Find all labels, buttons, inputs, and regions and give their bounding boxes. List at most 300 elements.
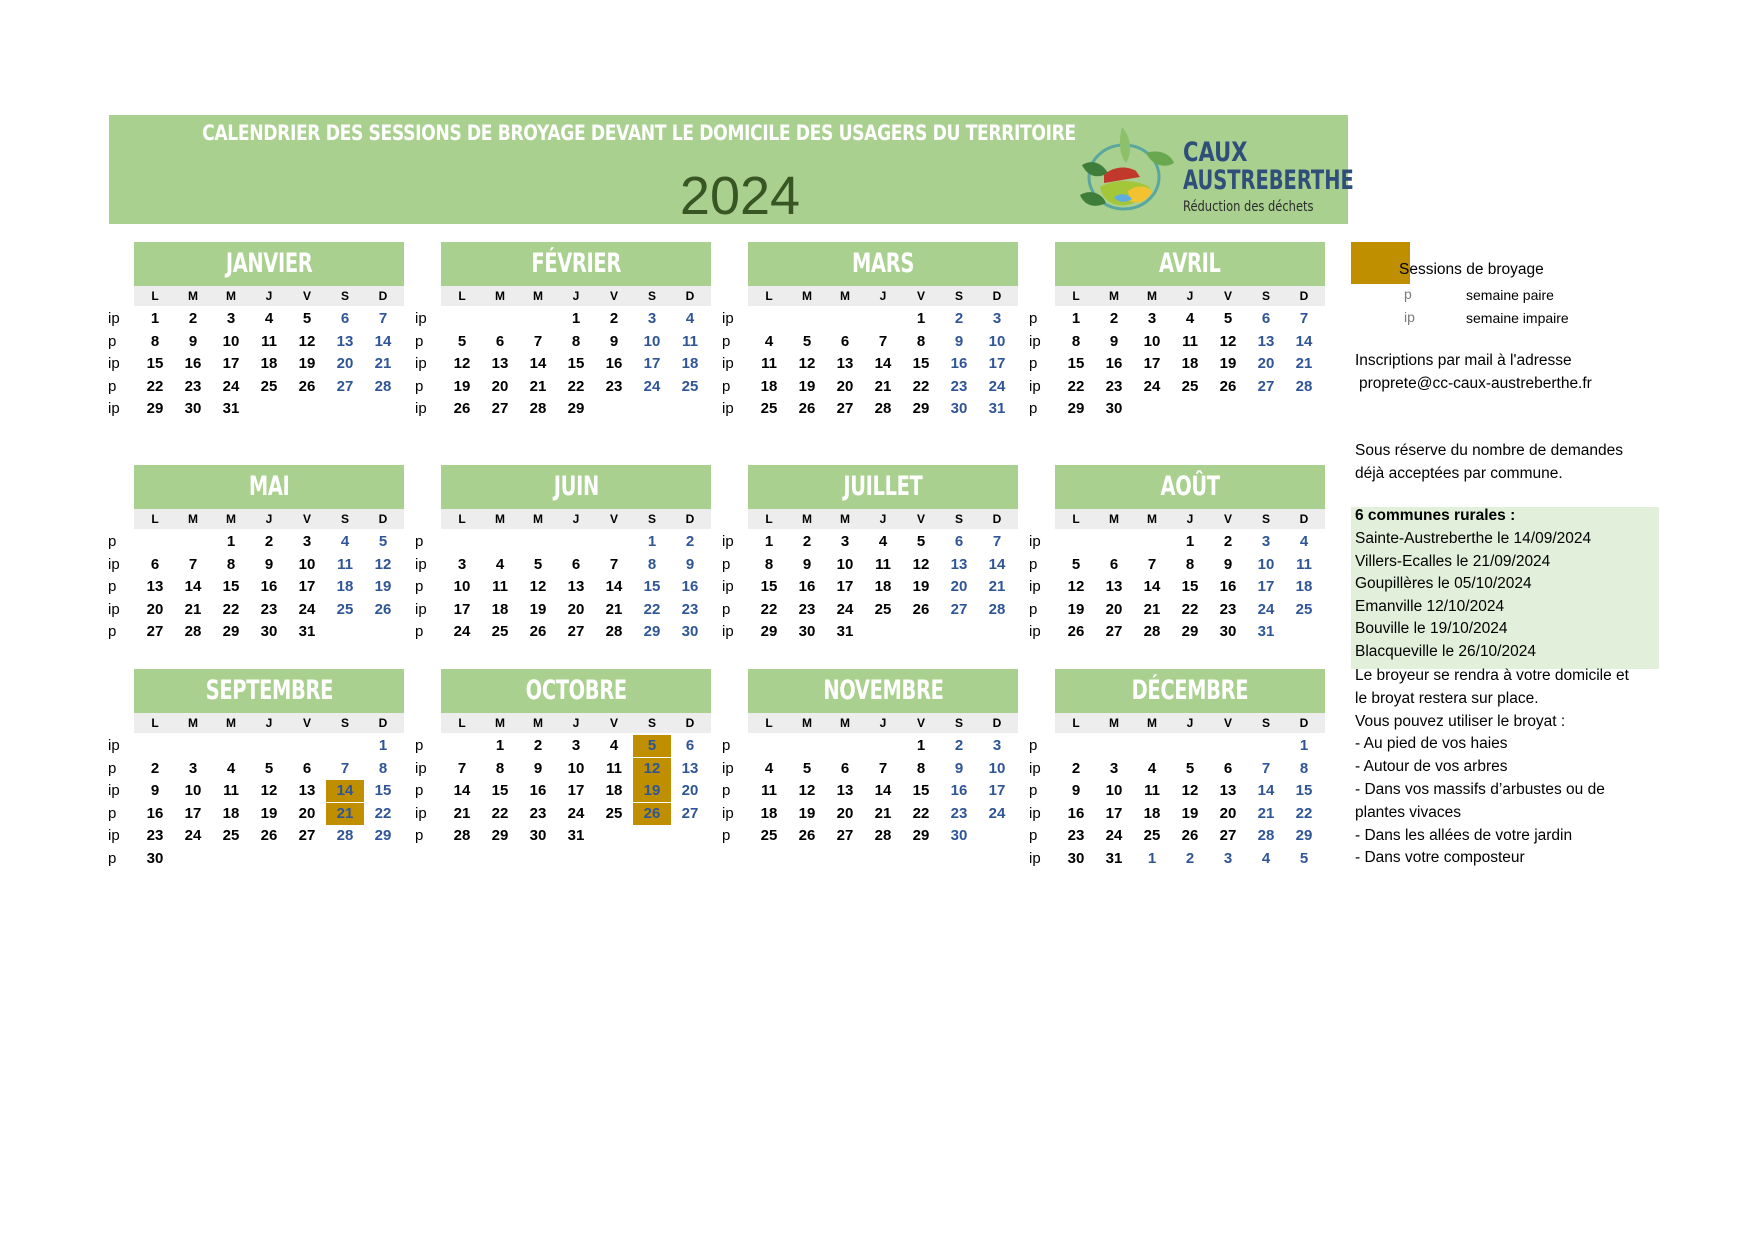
day-cell: 22 bbox=[760, 600, 778, 618]
day-cell bbox=[174, 531, 212, 553]
day-cell: 15 bbox=[912, 782, 930, 800]
day-cell bbox=[633, 398, 671, 420]
week-parity-label: ip bbox=[415, 400, 427, 418]
day-cell: 1 bbox=[150, 310, 160, 327]
day-cell: 25 bbox=[222, 827, 240, 845]
day-cell bbox=[481, 531, 519, 553]
day-cell: 11 bbox=[337, 555, 353, 573]
day-cell bbox=[595, 531, 633, 553]
day-cell: 22 bbox=[643, 600, 661, 618]
day-cell: 13 bbox=[567, 578, 585, 596]
day-cell: 6 bbox=[340, 310, 350, 327]
day-cell: 19 bbox=[798, 804, 816, 822]
day-cell: 30 bbox=[146, 850, 164, 867]
day-cell: 9 bbox=[609, 332, 619, 350]
day-cell: 27 bbox=[491, 400, 509, 418]
week-parity-label: p bbox=[722, 555, 731, 573]
day-cell: 26 bbox=[529, 623, 547, 641]
day-cell: 18 bbox=[1143, 804, 1161, 822]
reserve-line-2: déjà acceptées par commune. bbox=[1355, 465, 1563, 482]
day-cell: 18 bbox=[260, 355, 278, 373]
day-cell: 12 bbox=[298, 332, 316, 350]
day-cell: 9 bbox=[150, 782, 160, 800]
day-cell: 12 bbox=[798, 782, 816, 800]
day-cell bbox=[1095, 531, 1133, 553]
note-line: - Dans les allées de votre jardin bbox=[1355, 826, 1573, 844]
day-cell: 11 bbox=[1182, 332, 1198, 350]
day-cell: 15 bbox=[760, 578, 778, 596]
day-cell: 21 bbox=[184, 600, 202, 618]
day-cell: 18 bbox=[760, 377, 778, 395]
day-cell bbox=[557, 531, 595, 553]
reserve-line-1: Sous réserve du nombre de demandes bbox=[1355, 442, 1623, 459]
month-name-text: JUIN bbox=[553, 471, 599, 502]
month-name bbox=[1055, 669, 1325, 713]
day-cell: 13 bbox=[146, 578, 164, 596]
day-cell bbox=[326, 398, 364, 420]
day-cell: 7 bbox=[1299, 310, 1309, 327]
day-cell: 19 bbox=[453, 377, 471, 395]
day-cell: 5 bbox=[1185, 759, 1195, 777]
week-parity-label: ip bbox=[415, 804, 427, 822]
day-cell: 13 bbox=[836, 355, 854, 373]
weekday-header: J bbox=[572, 716, 580, 730]
day-cell: 7 bbox=[1261, 759, 1271, 777]
day-cell bbox=[326, 735, 364, 757]
day-cell: 9 bbox=[1071, 782, 1081, 800]
day-cell: 8 bbox=[1185, 555, 1195, 573]
weekday-header: V bbox=[609, 716, 618, 730]
day-cell: 28 bbox=[874, 827, 892, 845]
week-row bbox=[1029, 621, 1329, 643]
weekday-header: L bbox=[458, 512, 466, 526]
day-cell: 7 bbox=[609, 555, 619, 573]
month-name-text: JANVIER bbox=[225, 248, 313, 279]
week-row bbox=[415, 780, 715, 802]
weekday-header: J bbox=[1186, 289, 1194, 303]
weekday-header: D bbox=[1299, 289, 1309, 303]
day-cell: 13 bbox=[950, 555, 968, 573]
day-cell: 18 bbox=[681, 355, 699, 373]
weekday-header: M bbox=[1109, 716, 1119, 730]
day-cell: 3 bbox=[1147, 310, 1157, 327]
day-cell: 8 bbox=[647, 555, 657, 573]
week-parity-label: p bbox=[1029, 782, 1038, 800]
day-cell: 24 bbox=[222, 377, 240, 395]
day-cell: 16 bbox=[950, 355, 968, 373]
day-cell bbox=[978, 621, 1016, 643]
week-parity-label: p bbox=[108, 332, 117, 350]
weekday-header: V bbox=[1223, 289, 1232, 303]
day-cell: 5 bbox=[916, 533, 926, 550]
day-cell: 11 bbox=[682, 332, 698, 350]
day-cell: 8 bbox=[495, 759, 505, 777]
weekday-header: L bbox=[458, 716, 466, 730]
day-cell: 20 bbox=[681, 782, 699, 800]
note-line: - Dans vos massifs d’arbustes ou de bbox=[1355, 781, 1605, 798]
day-cell: 24 bbox=[643, 377, 661, 395]
month-name-text: AOÛT bbox=[1160, 471, 1220, 502]
weekday-header: M bbox=[495, 716, 505, 730]
day-cell: 10 bbox=[184, 782, 202, 800]
day-cell: 2 bbox=[954, 310, 964, 327]
day-cell: 2 bbox=[264, 533, 274, 550]
week-row bbox=[1029, 398, 1329, 420]
weekday-header-row bbox=[134, 713, 404, 733]
day-cell: 11 bbox=[261, 332, 277, 350]
day-cell: 22 bbox=[374, 804, 392, 822]
day-cell: 16 bbox=[950, 782, 968, 800]
day-cell: 29 bbox=[146, 400, 164, 418]
day-cell: 3 bbox=[226, 310, 236, 327]
day-cell: 27 bbox=[1257, 377, 1275, 395]
day-cell: 23 bbox=[260, 600, 278, 618]
month-name-text: NOVEMBRE bbox=[822, 675, 944, 706]
weekday-header: M bbox=[188, 716, 198, 730]
week-row bbox=[722, 599, 1022, 621]
day-cell: 4 bbox=[764, 759, 774, 777]
weekday-header: M bbox=[226, 289, 236, 303]
weekday-header: S bbox=[647, 716, 656, 730]
week-parity-label: ip bbox=[722, 400, 734, 418]
week-parity-label: p bbox=[1029, 827, 1038, 845]
day-cell: 27 bbox=[1105, 623, 1123, 641]
day-cell: 19 bbox=[298, 355, 316, 373]
day-cell: 11 bbox=[1296, 555, 1312, 573]
week-parity-label: p bbox=[108, 804, 117, 822]
day-cell: 12 bbox=[453, 355, 471, 373]
day-cell: 9 bbox=[954, 332, 964, 350]
day-cell bbox=[1133, 735, 1171, 757]
weekday-header: M bbox=[840, 289, 850, 303]
day-cell: 14 bbox=[453, 782, 471, 800]
day-cell: 23 bbox=[146, 827, 164, 845]
day-cell bbox=[364, 621, 402, 643]
day-cell bbox=[136, 531, 174, 553]
week-row bbox=[108, 803, 408, 825]
day-cell bbox=[364, 398, 402, 420]
weekday-header-row bbox=[134, 509, 404, 529]
week-row bbox=[415, 576, 715, 598]
day-cell: 2 bbox=[1185, 850, 1195, 867]
day-cell: 6 bbox=[954, 533, 964, 550]
day-cell: 11 bbox=[875, 555, 891, 573]
day-cell bbox=[1285, 398, 1323, 420]
day-cell: 24 bbox=[184, 827, 202, 845]
week-parity-label: ip bbox=[1029, 533, 1041, 550]
day-cell: 2 bbox=[1071, 759, 1081, 777]
day-cell: 13 bbox=[836, 782, 854, 800]
weekday-header: M bbox=[533, 716, 543, 730]
day-cell bbox=[826, 735, 864, 757]
day-cell bbox=[288, 735, 326, 757]
month-name-text: MARS bbox=[852, 248, 914, 279]
month-name bbox=[1055, 465, 1325, 509]
day-cell: 26 bbox=[298, 377, 316, 395]
day-cell: 13 bbox=[336, 332, 354, 350]
day-cell bbox=[671, 825, 709, 847]
week-row bbox=[722, 331, 1022, 353]
week-row bbox=[722, 758, 1022, 780]
weekday-header: S bbox=[647, 512, 656, 526]
week-parity-label: ip bbox=[1029, 377, 1041, 395]
day-cell: 27 bbox=[567, 623, 585, 641]
day-cell: 26 bbox=[1067, 623, 1085, 641]
day-cell: 21 bbox=[605, 600, 623, 618]
day-cell: 25 bbox=[1143, 827, 1161, 845]
day-cell: 31 bbox=[222, 400, 240, 418]
weekday-header: M bbox=[188, 289, 198, 303]
day-cell: 17 bbox=[988, 355, 1006, 373]
day-cell: 18 bbox=[760, 804, 778, 822]
weekday-header: S bbox=[1261, 512, 1270, 526]
weekday-header: S bbox=[954, 716, 963, 730]
weekday-header: L bbox=[765, 289, 773, 303]
day-cell: 14 bbox=[605, 578, 623, 596]
week-parity-label: ip bbox=[108, 600, 120, 618]
day-cell: 28 bbox=[374, 377, 392, 395]
weekday-header: D bbox=[685, 512, 695, 526]
week-parity-label: p bbox=[722, 782, 731, 800]
day-cell: 14 bbox=[874, 355, 892, 373]
week-row bbox=[415, 398, 715, 420]
weekday-header: J bbox=[879, 289, 887, 303]
day-cell: 9 bbox=[685, 555, 695, 573]
day-cell: 9 bbox=[1109, 332, 1119, 350]
weekday-header-row bbox=[1055, 509, 1325, 529]
day-cell: 28 bbox=[529, 400, 547, 418]
day-cell: 20 bbox=[1257, 355, 1275, 373]
day-cell: 4 bbox=[764, 332, 774, 350]
day-cell: 3 bbox=[992, 310, 1002, 327]
day-cell: 7 bbox=[457, 759, 467, 777]
week-row bbox=[1029, 554, 1329, 576]
week-row bbox=[722, 308, 1022, 330]
week-parity-label: p bbox=[108, 850, 117, 867]
day-cell bbox=[288, 398, 326, 420]
day-cell: 22 bbox=[567, 377, 585, 395]
day-cell: 1 bbox=[1299, 737, 1309, 754]
day-cell: 7 bbox=[378, 310, 388, 327]
day-cell: 23 bbox=[681, 600, 699, 618]
day-cell: 27 bbox=[836, 827, 854, 845]
day-cell: 10 bbox=[643, 332, 661, 350]
day-cell: 4 bbox=[878, 533, 888, 550]
day-cell bbox=[443, 531, 481, 553]
weekday-header: D bbox=[1299, 716, 1309, 730]
week-parity-label: p bbox=[108, 578, 117, 596]
day-cell bbox=[1095, 735, 1133, 757]
day-cell: 21 bbox=[453, 804, 471, 822]
week-parity-label: p bbox=[415, 623, 424, 641]
week-parity-label: ip bbox=[108, 827, 120, 845]
day-cell: 26 bbox=[798, 827, 816, 845]
day-cell: 24 bbox=[1257, 600, 1275, 618]
note-line: - Dans votre composteur bbox=[1355, 849, 1525, 867]
day-cell: 1 bbox=[764, 533, 774, 550]
day-cell: 1 bbox=[571, 310, 581, 327]
day-cell: 31 bbox=[567, 827, 585, 845]
session-day-cell: 19 bbox=[633, 780, 671, 802]
day-cell: 10 bbox=[1105, 782, 1123, 800]
day-cell: 24 bbox=[988, 804, 1006, 822]
day-cell: 30 bbox=[1067, 850, 1085, 867]
session-day-cell: 12 bbox=[633, 758, 671, 780]
legend-ip-code: ip bbox=[1404, 309, 1415, 325]
month-name-text: OCTOBRE bbox=[525, 675, 627, 706]
week-parity-label: ip bbox=[108, 782, 120, 800]
week-row bbox=[722, 531, 1022, 553]
month-name bbox=[1055, 242, 1325, 286]
day-cell: 27 bbox=[146, 623, 164, 641]
weekday-header: S bbox=[1261, 289, 1270, 303]
day-cell: 7 bbox=[1147, 555, 1157, 573]
month-name bbox=[134, 465, 404, 509]
day-cell: 22 bbox=[1181, 600, 1199, 618]
weekday-header: J bbox=[572, 289, 580, 303]
day-cell: 13 bbox=[1257, 332, 1275, 350]
week-row bbox=[722, 398, 1022, 420]
day-cell: 4 bbox=[1147, 759, 1157, 777]
day-cell bbox=[364, 848, 402, 870]
week-parity-label: p bbox=[108, 533, 117, 550]
day-cell: 20 bbox=[567, 600, 585, 618]
weekday-header: V bbox=[1223, 512, 1232, 526]
day-cell: 31 bbox=[988, 400, 1006, 418]
week-row bbox=[108, 576, 408, 598]
week-row bbox=[1029, 308, 1329, 330]
week-parity-label: ip bbox=[722, 355, 734, 373]
day-cell: 1 bbox=[1071, 310, 1081, 327]
day-cell: 21 bbox=[1257, 804, 1275, 822]
week-row bbox=[415, 376, 715, 398]
day-cell: 3 bbox=[188, 759, 198, 777]
day-cell: 22 bbox=[1295, 804, 1313, 822]
week-parity-label: p bbox=[1029, 600, 1038, 618]
week-parity-label: ip bbox=[722, 623, 734, 641]
weekday-header: J bbox=[265, 716, 273, 730]
day-cell: 14 bbox=[1257, 782, 1275, 800]
week-row bbox=[108, 353, 408, 375]
weekday-header: M bbox=[533, 512, 543, 526]
weekday-header: V bbox=[916, 512, 925, 526]
week-row bbox=[415, 308, 715, 330]
week-parity-label: p bbox=[1029, 310, 1038, 327]
day-cell: 22 bbox=[491, 804, 509, 822]
week-row bbox=[415, 531, 715, 553]
day-cell: 28 bbox=[988, 600, 1006, 618]
day-cell: 4 bbox=[495, 555, 505, 573]
day-cell: 3 bbox=[647, 310, 657, 327]
day-cell: 11 bbox=[606, 759, 622, 777]
day-cell: 25 bbox=[760, 400, 778, 418]
day-cell bbox=[864, 621, 902, 643]
day-cell: 20 bbox=[491, 377, 509, 395]
weekday-header: J bbox=[1186, 512, 1194, 526]
day-cell: 4 bbox=[340, 533, 350, 550]
day-cell: 12 bbox=[260, 782, 278, 800]
day-cell: 15 bbox=[146, 355, 164, 373]
day-cell bbox=[750, 735, 788, 757]
day-cell: 2 bbox=[1109, 310, 1119, 327]
day-cell: 23 bbox=[798, 600, 816, 618]
week-parity-label: p bbox=[415, 827, 424, 845]
day-cell: 18 bbox=[1181, 355, 1199, 373]
note-line: - Autour de vos arbres bbox=[1355, 758, 1508, 776]
day-cell: 30 bbox=[798, 623, 816, 641]
day-cell: 23 bbox=[184, 377, 202, 395]
day-cell: 20 bbox=[836, 377, 854, 395]
day-cell: 8 bbox=[1299, 759, 1309, 777]
weekday-header: M bbox=[1109, 512, 1119, 526]
day-cell: 9 bbox=[533, 759, 543, 777]
day-cell: 3 bbox=[571, 737, 581, 754]
commune-item: Emanville 12/10/2024 bbox=[1355, 597, 1505, 615]
week-row bbox=[415, 803, 715, 825]
week-parity-label: ip bbox=[108, 310, 120, 327]
day-cell: 15 bbox=[374, 782, 392, 800]
day-cell: 10 bbox=[836, 555, 854, 573]
day-cell: 23 bbox=[529, 804, 547, 822]
day-cell: 18 bbox=[874, 578, 892, 596]
weekday-header: S bbox=[340, 512, 349, 526]
day-cell: 29 bbox=[1295, 827, 1313, 845]
day-cell: 13 bbox=[1105, 578, 1123, 596]
day-cell: 27 bbox=[298, 827, 316, 845]
weekday-header: V bbox=[609, 512, 618, 526]
day-cell: 28 bbox=[1295, 377, 1313, 395]
weekday-header-row bbox=[748, 286, 1018, 306]
day-cell: 10 bbox=[298, 555, 316, 573]
week-parity-label: ip bbox=[415, 310, 427, 327]
day-cell: 18 bbox=[336, 578, 354, 596]
week-row bbox=[722, 576, 1022, 598]
day-cell: 22 bbox=[912, 377, 930, 395]
day-cell: 8 bbox=[916, 332, 926, 350]
day-cell: 14 bbox=[1295, 332, 1313, 350]
day-cell: 15 bbox=[1067, 355, 1085, 373]
day-cell: 8 bbox=[226, 555, 236, 573]
day-cell: 19 bbox=[374, 578, 392, 596]
day-cell: 29 bbox=[222, 623, 240, 641]
weekday-header: L bbox=[1072, 716, 1080, 730]
weekday-header: V bbox=[916, 289, 925, 303]
day-cell: 21 bbox=[529, 377, 547, 395]
day-cell: 1 bbox=[226, 533, 236, 550]
week-parity-label: ip bbox=[722, 310, 734, 327]
day-cell: 25 bbox=[491, 623, 509, 641]
day-cell: 8 bbox=[150, 332, 160, 350]
day-cell: 19 bbox=[1181, 804, 1199, 822]
week-parity-label: p bbox=[415, 578, 424, 596]
day-cell: 19 bbox=[529, 600, 547, 618]
weekday-header: V bbox=[916, 716, 925, 730]
week-row bbox=[108, 848, 408, 870]
day-cell: 5 bbox=[802, 759, 812, 777]
day-cell: 2 bbox=[802, 533, 812, 550]
week-row bbox=[1029, 576, 1329, 598]
day-cell: 8 bbox=[571, 332, 581, 350]
weekday-header: D bbox=[992, 289, 1002, 303]
day-cell: 24 bbox=[988, 377, 1006, 395]
day-cell bbox=[136, 735, 174, 757]
day-cell: 14 bbox=[529, 355, 547, 373]
day-cell: 6 bbox=[495, 332, 505, 350]
week-parity-label: ip bbox=[722, 759, 734, 777]
day-cell: 29 bbox=[567, 400, 585, 418]
week-parity-label: p bbox=[415, 533, 424, 550]
month-name-text: DÉCEMBRE bbox=[1131, 675, 1249, 706]
